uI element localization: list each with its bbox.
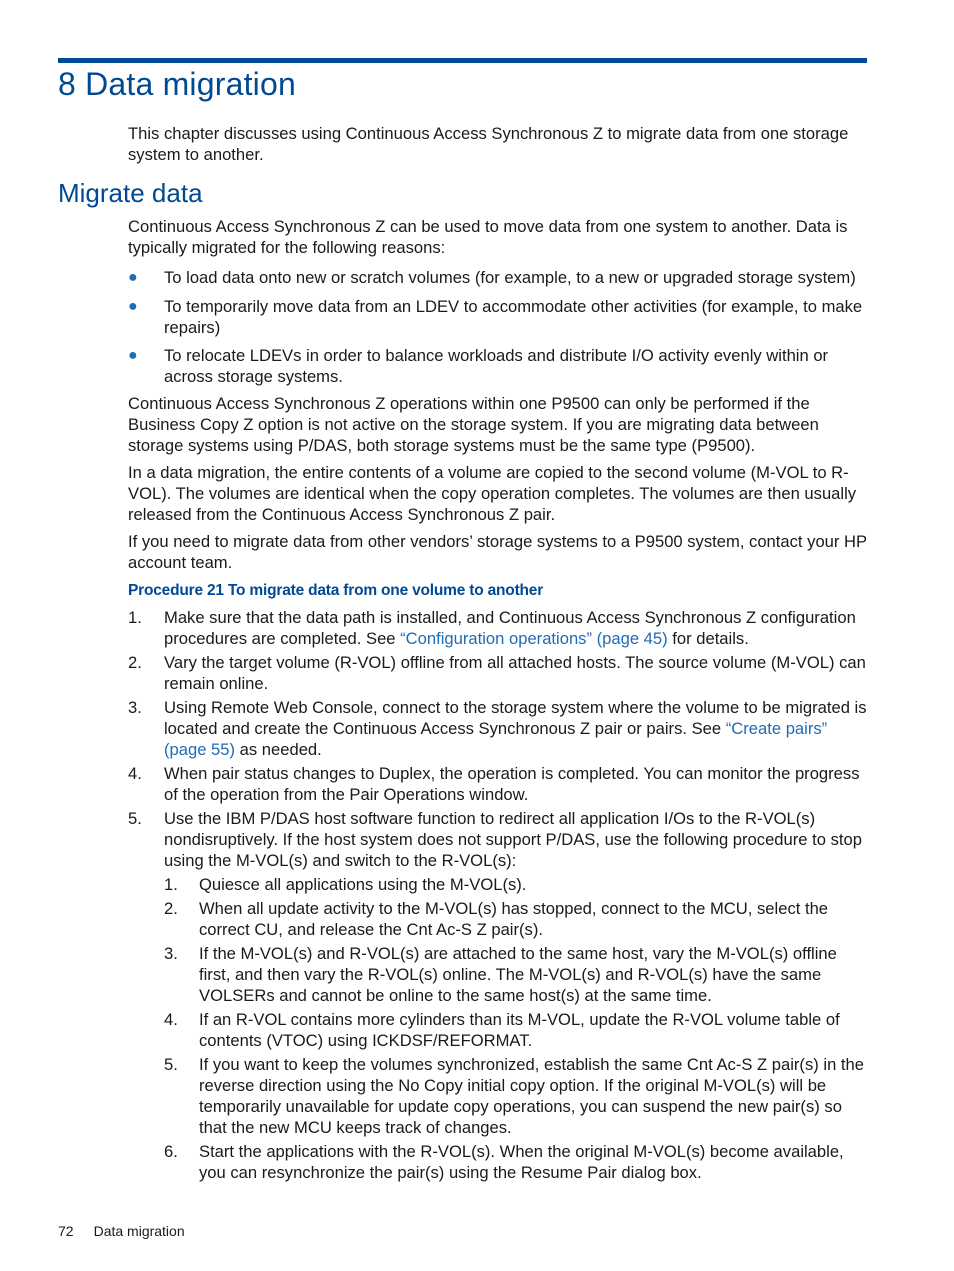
- substep-text: If an R-VOL contains more cylinders than its M-VOL, update the R-VOL volume table of contents (VTOC) using ICKDSF/REFORMAT.: [199, 1010, 840, 1050]
- procedure-step-5: [128, 808, 868, 1183]
- footer-section-title: Data migration: [93, 1223, 185, 1239]
- step-text: Vary the target volume (R-VOL) offline from all attached hosts. The source volume (M-VOL) can remain online.: [164, 653, 866, 693]
- substep-number: 2.: [164, 899, 178, 918]
- chapter-intro-block: [128, 123, 868, 165]
- step-number: 4.: [128, 764, 142, 783]
- substep-text: If you want to keep the volumes synchronized, establish the same Cnt Ac-S Z pair(s) in the reverse direction using the No Copy initial copy option. If the original M-VOL(s) will be temporarily unavailable for update copy operations, you can suspend the new pair(s) so that the new MCU keeps track of changes.: [199, 1055, 864, 1137]
- substep-6: [164, 1141, 868, 1183]
- step-text: for details.: [667, 629, 749, 648]
- procedure-steps: [128, 607, 868, 1183]
- substep-number: 5.: [164, 1055, 178, 1074]
- step-text: as needed.: [235, 740, 322, 759]
- step-number: 2.: [128, 653, 142, 672]
- substep-3: [164, 943, 868, 1006]
- substep-number: 1.: [164, 875, 178, 894]
- substep-text: When all update activity to the M-VOL(s) has stopped, connect to the MCU, select the correct CU, and release the Cnt Ac-S Z pair(s).: [199, 899, 829, 939]
- chapter-top-rule: [58, 58, 867, 63]
- configuration-operations-link[interactable]: “Configuration operations” (page 45): [400, 629, 668, 648]
- list-item: [128, 296, 868, 338]
- procedure-step-1: [128, 607, 868, 649]
- bullet-text: To relocate LDEVs in order to balance workloads and distribute I/O activity evenly within or across storage systems.: [164, 346, 829, 386]
- list-item: [128, 345, 868, 387]
- bullet-text: To temporarily move data from an LDEV to accommodate other activities (for example, to make repairs): [164, 297, 863, 337]
- reasons-list: [128, 267, 868, 387]
- section-para-3: In a data migration, the entire contents of a volume are copied to the second volume (M-VOL to R-VOL). The volumes are identical when the copy operation completes. The volumes are then usually released from the Continuous Access Synchronous Z pair.: [128, 463, 857, 524]
- substep-4: [164, 1009, 868, 1051]
- step-number: 1.: [128, 608, 142, 627]
- page-number: 72: [58, 1223, 74, 1239]
- substep-number: 6.: [164, 1142, 178, 1161]
- bullet-icon: ●: [128, 298, 138, 315]
- bullet-text: To load data onto new or scratch volumes (for example, to a new or upgraded storage system): [164, 268, 856, 287]
- section-para-4: If you need to migrate data from other vendors’ storage systems to a P9500 system, contact your HP account team.: [128, 532, 867, 572]
- substep-5: [164, 1054, 868, 1138]
- bullet-icon: ●: [128, 347, 138, 364]
- page-footer: [58, 1223, 205, 1239]
- step-text: Make sure that the data path is installed, and Continuous Access Synchronous Z configuration procedures are completed. See: [164, 608, 856, 648]
- substep-number: 3.: [164, 944, 178, 963]
- procedure-step-4: [128, 763, 868, 805]
- step-text: Use the IBM P/DAS host software function to redirect all application I/Os to the R-VOL(s) nondisruptively. If the host system does not support P/DAS, use the following procedure to stop using the M-VOL(s) and switch to the R-VOL(s):: [164, 809, 862, 870]
- step-number: 3.: [128, 698, 142, 717]
- procedure-title: Procedure 21 To migrate data from one volume to another: [128, 582, 544, 599]
- procedure-step-2: [128, 652, 868, 694]
- step-number: 5.: [128, 809, 142, 828]
- substep-text: Quiesce all applications using the M-VOL(s).: [199, 875, 527, 894]
- create-pairs-link[interactable]: “Create pairs” (page 55): [164, 719, 828, 759]
- step-text: When pair status changes to Duplex, the operation is completed. You can monitor the progress of the operation from the Pair Operations window.: [164, 764, 860, 804]
- substep-text: If the M-VOL(s) and R-VOL(s) are attached to the same host, vary the M-VOL(s) offline first, and then vary the R-VOL(s) online. The M-VOL(s) and R-VOL(s) have the same VOLSERs and cannot be online to the same host(s) at the same time.: [199, 944, 837, 1005]
- list-item: [128, 267, 868, 288]
- substep-2: [164, 898, 868, 940]
- section-title: Migrate data: [58, 178, 203, 208]
- substep-number: 4.: [164, 1010, 178, 1029]
- bullet-icon: ●: [128, 269, 138, 286]
- section-body: [128, 216, 868, 1183]
- chapter-intro: This chapter discusses using Continuous Access Synchronous Z to migrate data from one storage system to another.: [128, 124, 849, 164]
- step-text: Using Remote Web Console, connect to the storage system where the volume to be migrated is located and create the Continuous Access Synchronous Z pair or pairs. See: [164, 698, 867, 738]
- procedure-step-3: [128, 697, 868, 760]
- substep-1: [164, 874, 868, 895]
- substep-text: Start the applications with the R-VOL(s). When the original M-VOL(s) become available, you can resynchronize the pair(s) using the Resume Pair dialog box.: [199, 1142, 844, 1182]
- section-para-1: Continuous Access Synchronous Z can be used to move data from one system to another. Data is typically migrated for the following reasons:: [128, 217, 848, 257]
- chapter-title: 8 Data migration: [58, 66, 296, 102]
- section-para-2: Continuous Access Synchronous Z operations within one P9500 can only be performed if the Business Copy Z option is not active on the storage system. If you are migrating data between storage systems using P/DAS, both storage systems must be the same type (P9500).: [128, 394, 819, 455]
- procedure-substeps: [164, 874, 868, 1183]
